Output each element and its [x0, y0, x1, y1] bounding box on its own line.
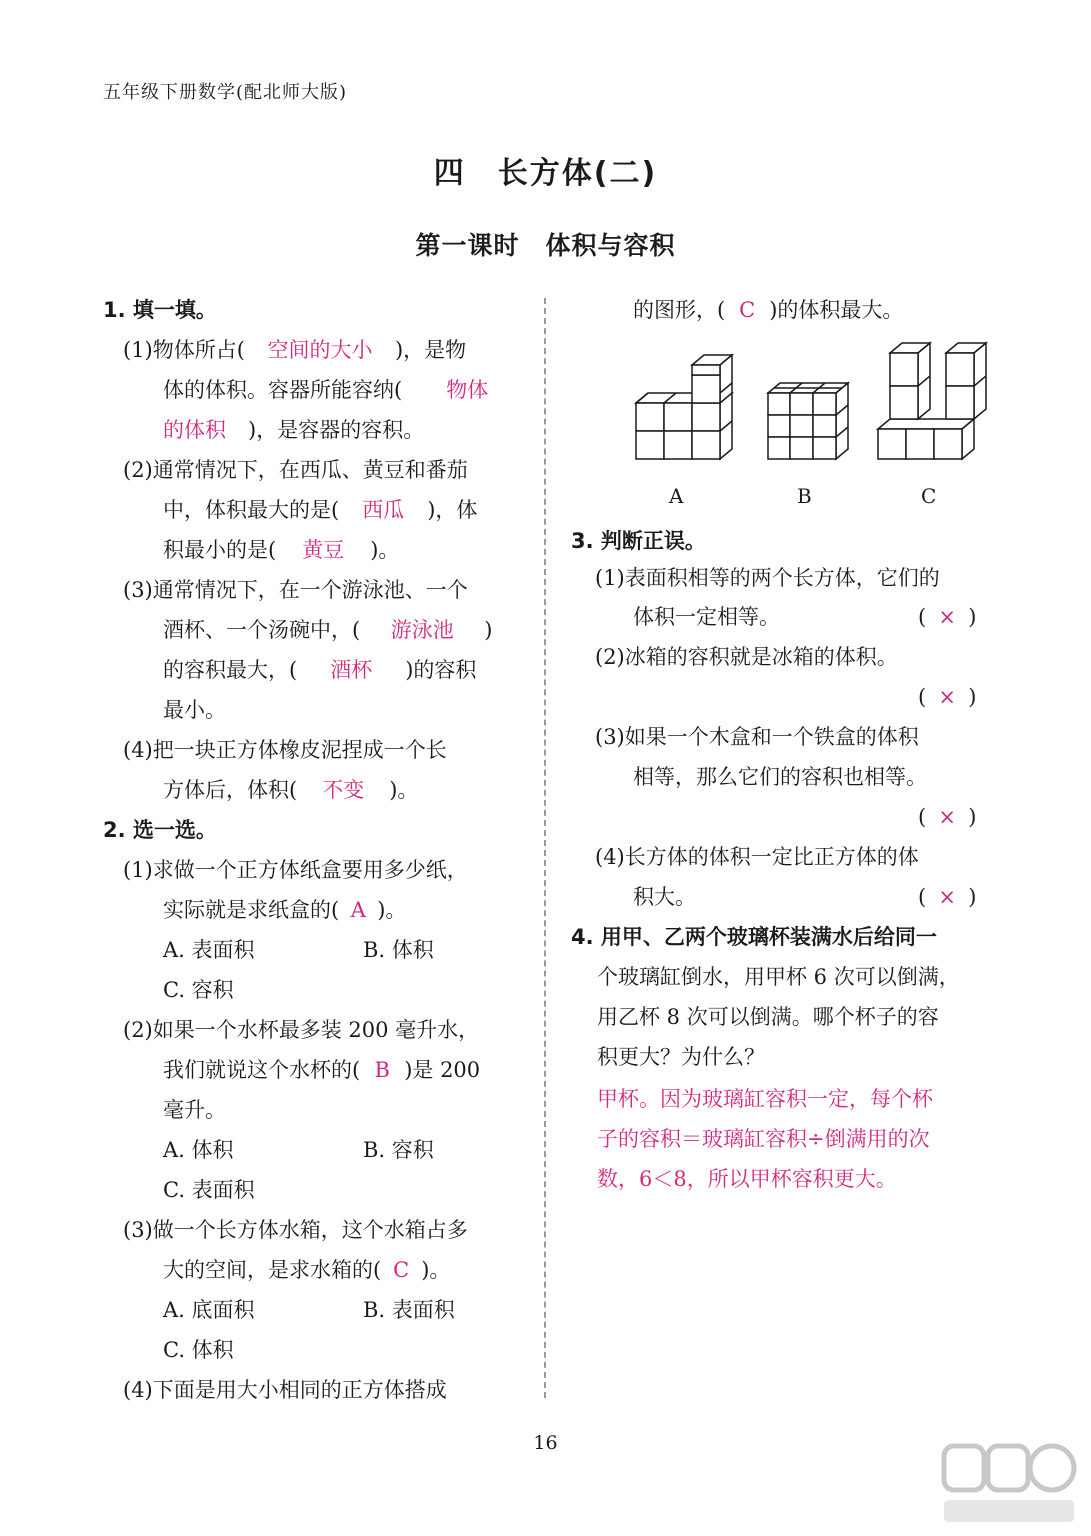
- question-4-line2: 个玻璃缸倒水，用甲杯 6 次可以倒满，: [597, 965, 960, 989]
- answer: 游泳池: [390, 618, 454, 642]
- q3-1-line1: (1)表面积相等的两个长方体，它们的: [595, 566, 940, 590]
- answer: B: [374, 1058, 390, 1082]
- q2-2-option-c: C. 表面积: [163, 1178, 255, 1202]
- question-4-line1: 4. 用甲、乙两个玻璃杯装满水后给同一: [571, 925, 937, 949]
- answer: 的体积: [163, 418, 226, 442]
- q1-3-line3: 的容积最大，( 酒杯 )的容积: [163, 650, 476, 690]
- answer: C: [393, 1258, 410, 1282]
- q2-3-option-a: A. 底面积: [163, 1298, 255, 1322]
- q3-1-line2: 体积一定相等。: [633, 605, 780, 629]
- q1-2-line3: 积最小的是( 黄豆 )。: [163, 530, 399, 570]
- q2-2-option-a: A. 体积: [163, 1138, 234, 1162]
- question-4-line3: 用乙杯 8 次可以倒满。哪个杯子的容: [597, 1005, 939, 1029]
- answer: ×: [938, 605, 956, 629]
- q2-4-line2: 的图形，( C )的体积最大。: [633, 290, 903, 330]
- answer: ×: [938, 685, 956, 709]
- q2-2-line3: 毫升。: [163, 1098, 226, 1122]
- q2-3-line1: (3)做一个长方体水箱，这个水箱占多: [123, 1218, 468, 1242]
- q2-3-line2: 大的空间，是求水箱的( C )。: [163, 1250, 450, 1290]
- figure-a-cubes: [636, 355, 732, 459]
- q2-3-option-c: C. 体积: [163, 1338, 234, 1362]
- q1-2-line2: 中，体积最大的是( 西瓜 )，体: [163, 490, 477, 530]
- answer: 黄豆: [302, 538, 345, 562]
- watermark-logo-icon: [940, 1440, 1080, 1530]
- question-4-answer-line1: 甲杯。因为玻璃缸容积一定，每个杯: [597, 1087, 933, 1111]
- q3-3-line2: 相等，那么它们的容积也相等。: [633, 765, 927, 789]
- q1-1-line2: 体的体积。容器所能容纳( 物体: [163, 370, 488, 410]
- q1-2-line1: (2)通常情况下，在西瓜、黄豆和番茄: [123, 458, 468, 482]
- q3-2-line1: (2)冰箱的容积就是冰箱的体积。: [595, 645, 898, 669]
- figure-label-a: A: [669, 484, 684, 508]
- q2-1-option-a: A. 表面积: [163, 938, 255, 962]
- unit-title: 四 长方体(二): [433, 156, 658, 191]
- q1-3-line4: 最小。: [163, 698, 226, 722]
- figure-label-c: C: [921, 484, 937, 508]
- q1-1-line3: 的体积 )，是容器的容积。: [163, 418, 425, 442]
- column-divider: [544, 298, 546, 1398]
- q2-4-line1: (4)下面是用大小相同的正方体搭成: [123, 1378, 447, 1402]
- q1-3-line1: (3)通常情况下，在一个游泳池、一个: [123, 578, 468, 602]
- question-4-answer-line2: 子的容积＝玻璃缸容积÷倒满用的次: [597, 1127, 930, 1151]
- q3-2-judgement: ( × ): [918, 677, 976, 717]
- q2-1-option-b: B. 体积: [363, 938, 434, 962]
- q3-4-line2: 积大。: [633, 885, 696, 909]
- question-2-title: 2. 选一选。: [103, 818, 217, 842]
- q1-3-line2: 酒杯、一个汤碗中，( 游泳池 ): [163, 610, 492, 650]
- q2-1-option-c: C. 容积: [163, 978, 234, 1002]
- answer: 空间的大小: [267, 338, 373, 362]
- q1-1-line1: (1)物体所占( 空间的大小 )，是物: [123, 330, 466, 370]
- question-4-answer-line3: 数，6＜8，所以甲杯容积更大。: [597, 1167, 897, 1191]
- book-header: 五年级下册数学(配北师大版): [103, 82, 348, 103]
- answer: ×: [938, 805, 956, 829]
- q2-1-line1: (1)求做一个正方体纸盒要用多少纸，: [123, 858, 468, 882]
- figure-c-cubes: [878, 343, 986, 459]
- figure-b-cubes: [768, 383, 848, 459]
- answer: 西瓜: [362, 498, 405, 522]
- q2-2-line2: 我们就说这个水杯的( B )是 200: [163, 1050, 480, 1090]
- page-number: 16: [533, 1432, 558, 1454]
- q2-2-line1: (2)如果一个水杯最多装 200 毫升水，: [123, 1018, 480, 1042]
- q3-1-judgement: ( × ): [918, 597, 976, 637]
- answer: 物体: [446, 378, 489, 402]
- q2-2-option-b: B. 容积: [363, 1138, 434, 1162]
- answer: 酒杯: [330, 658, 373, 682]
- q3-4-judgement: ( × ): [918, 877, 976, 917]
- q3-3-judgement: ( × ): [918, 797, 976, 837]
- q1-4-line2: 方体后，体积( 不变 )。: [163, 770, 418, 810]
- question-4-line4: 积更大？为什么？: [597, 1045, 765, 1069]
- answer: C: [739, 298, 756, 322]
- question-3-title: 3. 判断正误。: [571, 529, 706, 553]
- question-1-title: 1. 填一填。: [103, 298, 217, 322]
- lesson-title: 第一课时 体积与容积: [415, 231, 676, 260]
- q3-4-line1: (4)长方体的体积一定比正方体的体: [595, 845, 919, 869]
- q2-3-option-b: B. 表面积: [363, 1298, 455, 1322]
- q3-3-line1: (3)如果一个木盒和一个铁盒的体积: [595, 725, 919, 749]
- q2-1-line2: 实际就是求纸盒的( A )。: [163, 890, 406, 930]
- answer: 不变: [322, 778, 365, 802]
- q1-4-line1: (4)把一块正方体橡皮泥捏成一个长: [123, 738, 447, 762]
- answer: ×: [938, 885, 956, 909]
- figure-label-b: B: [797, 484, 812, 508]
- cube-figures: [620, 335, 1000, 475]
- answer: A: [350, 898, 366, 922]
